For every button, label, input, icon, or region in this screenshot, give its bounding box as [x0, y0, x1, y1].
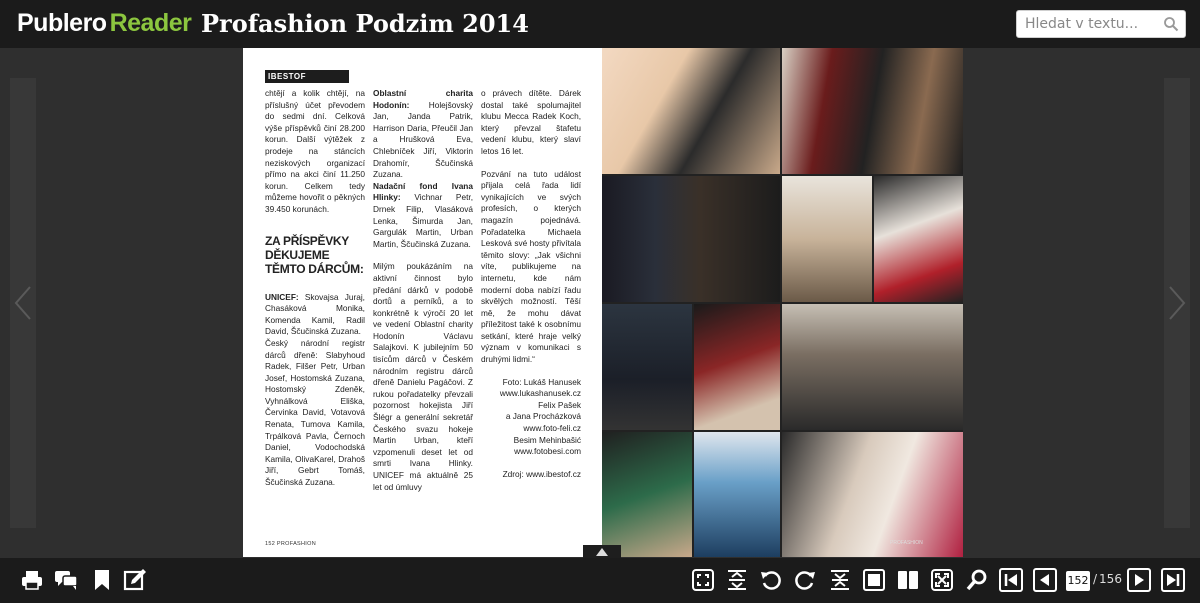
- photo-credit: PROFASHION: [890, 540, 923, 546]
- photo-tile: [602, 176, 780, 302]
- chevron-left-icon[interactable]: [12, 285, 34, 321]
- credit-line: www.fotobesi.com: [514, 446, 581, 457]
- article-column-1: [265, 88, 365, 489]
- photo-tile: [782, 176, 872, 302]
- col3-paragraph-1: o právech dítěte. Dárek dostal také spolumajitel klubu Mecca Radek Koch, který převzal štafetu vedení klubu, který slaví letos 16 let.: [481, 88, 581, 156]
- print-icon[interactable]: [20, 568, 44, 592]
- first-page-icon[interactable]: [999, 568, 1023, 592]
- credit-line: Felix Pašek: [538, 399, 581, 410]
- credit-line: www.lukashanusek.cz: [499, 388, 581, 399]
- credit-line: a Jana Procházková: [505, 411, 581, 422]
- bottom-toolbar: [0, 558, 1200, 603]
- credit-line: Foto: Lukáš Hanusek: [502, 376, 581, 387]
- next-page-icon[interactable]: [1127, 568, 1151, 592]
- zoom-icon[interactable]: [965, 568, 989, 592]
- article-heading: ZA PŘÍSPĚVKY DĚKUJEME TĚMTO DÁRCŮM:: [265, 233, 364, 276]
- page-folio: 152 PROFASHION: [265, 541, 316, 547]
- photo-tile: [602, 432, 692, 557]
- col1-unicef-paragraph: [265, 292, 365, 338]
- prev-page-icon[interactable]: [1033, 568, 1057, 592]
- col1-paragraph: chtějí a kolik chtějí, na příslušný účet převodem do sedmi dní. Celková výše příspěvků činí 28.200 korun. Další výtěžek z prodeje na stáncích neziskových organizací přímo na akci činí 11.250 korun. Celkem tedy můžeme hovořit o pěkných 39.450 korunách.: [265, 88, 365, 214]
- charity-text: Holejšovský Jan, Janda Patrik, Harrison Daria, Přeučil Jan a Hrušková Eva, Chlebníček Jiří, Viktorin Drahomír, Ščučinská Zuzana.: [373, 99, 473, 180]
- document-title: Profashion Podzim 2014: [201, 9, 529, 38]
- thumbnail-toggle[interactable]: [583, 545, 621, 558]
- col1-registry-paragraph: Český národní registr dárců dřeně: Slabyhoud Radek, Filšer Petr, Urban Josef, Hostomská Zuzana, Hostomský Zdeněk, Vyhnálková Eliška, Červinka David, Votavová Renata, Tumova Kamila, Trpálková Pavla, Černoch Daniel, Vodochodská Kamila, OlivaKarel, Drahoš Jiří, Gebrt Tomáš, Ščučinská Zuzana.: [265, 337, 365, 488]
- col2-paragraph: Milým poukázáním na aktivní činnost bylo předání dárků v podobě dortů a perníků, a to konkrétně k výročí 20 let ve vedení Oblastní charity Hodonín Václavu Salajkovi. K jubilejním 50 tisícům dárců v Českém národním registru dárců dřeně Danielu Pagáčovi. Z rukou pořadatelky převzali pozornost hokejista Jiří Šlégr a generální sekretář Českého svazu hokeje Martin Urban, kteří vzpomenuli deset let od smrti Ivana Hlinky. UNICEF má aktuálně 25 let od úmluvy: [373, 261, 473, 492]
- single-page-icon[interactable]: [862, 568, 886, 592]
- fund-text: Vichnar Petr, Drnek Filip, Vlasáková Lenka, Šimurda Jan, Gargulák Martin, Urban Martin, Ščučinská Zuzana.: [373, 192, 473, 249]
- rotate-right-icon[interactable]: [793, 568, 817, 592]
- search-box: [1016, 10, 1186, 38]
- fit-height-icon[interactable]: [828, 568, 852, 592]
- logo-accent: Reader: [109, 9, 192, 37]
- logo-main: Publero: [17, 9, 107, 37]
- last-page-icon[interactable]: [1161, 568, 1185, 592]
- source-line: Zdroj: www.ibestof.cz: [502, 468, 581, 479]
- magazine-spread: [243, 48, 963, 557]
- col2-charity-paragraph: [373, 88, 473, 181]
- comments-icon[interactable]: [54, 568, 78, 592]
- photo-tile: [602, 48, 780, 174]
- fullscreen-icon[interactable]: [930, 568, 954, 592]
- edit-note-icon[interactable]: [123, 568, 147, 592]
- photo-tile: [694, 432, 780, 557]
- publero-reader-logo[interactable]: [17, 9, 191, 38]
- col3-paragraph-2: Pozvání na tuto událost přijala celá řada lidí vynikajících ve svých profesích, o kterých magazín pojednává. Pořadatelka Michaela Lesková své hosty přivítala těmito slovy: „Jak všichni víte, publikujeme na internetu, kde nám moderní doba nabízí řadu skvělých možností. Těší mě, že mohu dávat příležitost také k osobnímu setkání, které hraje velký význam v komunikaci s druhými lidmi.“: [481, 168, 581, 365]
- credit-line: Besim Mehinbašić: [513, 434, 581, 445]
- page-separator: /: [1093, 572, 1098, 586]
- chevron-right-icon[interactable]: [1166, 285, 1188, 321]
- caret-up-icon: [596, 548, 608, 556]
- charity-label: Oblastní charita Hodonín:: [373, 88, 473, 110]
- fit-page-icon[interactable]: [691, 568, 715, 592]
- photo-tile: [782, 48, 963, 174]
- article-column-3: [481, 88, 581, 480]
- double-page-icon[interactable]: [896, 568, 920, 592]
- photo-tile: [602, 304, 692, 430]
- fit-width-icon[interactable]: [725, 568, 749, 592]
- fund-label: Nadační fond Ivana Hlinky:: [373, 180, 473, 203]
- top-bar: [0, 0, 1200, 48]
- text-page: [243, 48, 602, 557]
- photo-tile: [782, 432, 963, 557]
- article-column-2: [373, 88, 473, 493]
- total-pages: 156: [1099, 572, 1122, 586]
- photo-tile: [782, 304, 963, 430]
- page-total: [1093, 572, 1122, 586]
- unicef-text: Skovajsa Juraj, Chasáková Monika, Komenda Kamil, Radil David, Ščučinská Zuzana.: [265, 291, 365, 337]
- search-icon[interactable]: [1163, 16, 1179, 32]
- current-page-input[interactable]: 152: [1066, 571, 1090, 591]
- photo-tile: [874, 176, 963, 302]
- bookmark-icon[interactable]: [90, 568, 114, 592]
- photo-tile: [694, 304, 780, 430]
- rotate-left-icon[interactable]: [759, 568, 783, 592]
- search-input[interactable]: [1017, 11, 1173, 37]
- col2-fund-paragraph: [373, 181, 473, 251]
- credit-line: www.foto-feli.cz: [523, 423, 581, 434]
- section-tag: IBESTOF: [265, 70, 349, 83]
- photo-collage: [602, 48, 963, 557]
- unicef-label: UNICEF:: [265, 291, 299, 302]
